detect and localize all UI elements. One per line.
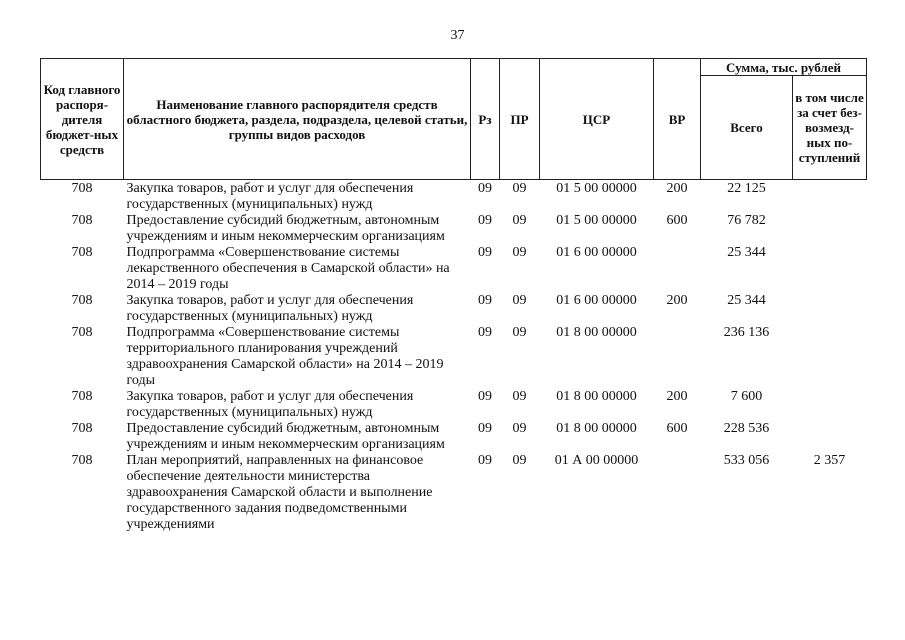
cell-rz: 09	[478, 389, 492, 404]
cell-code: 708	[71, 421, 93, 436]
table-header	[41, 59, 867, 180]
cell-pr: 09	[512, 293, 527, 308]
cell-free: 2 357	[813, 453, 846, 468]
cell-pr: 09	[512, 453, 527, 468]
cell-csr: 01 8 00 00000	[556, 421, 637, 436]
cell-total: 25 344	[727, 245, 766, 260]
cell-rz: 09	[478, 325, 492, 340]
cell-rz: 09	[478, 293, 492, 308]
cell-rz: 09	[478, 453, 492, 468]
cell-vr	[654, 325, 701, 389]
cell-rz: 09	[478, 245, 492, 260]
cell-code: 708	[71, 453, 93, 468]
cell-total: 236 136	[723, 325, 770, 340]
cell-pr: 09	[512, 213, 527, 228]
cell-name: Подпрограмма «Совершенствование системы территориального планирования учреждений здравоохранения Самарской области» на 2014 – 2019 годы	[126, 325, 444, 388]
header-code: Код главного распоря-дителя бюджет-ных средств	[41, 59, 124, 180]
cell-name: Закупка товаров, работ и услуг для обеспечения государственных (муниципальных) нужд	[126, 389, 414, 420]
cell-name: План мероприятий, направленных на финансовое обеспечение деятельности министерства здравоохранения Самарской области и выполнение государственного задания подведомственными учреждениями	[126, 453, 433, 532]
table-row	[41, 293, 867, 325]
cell-vr	[654, 453, 701, 533]
cell-vr	[654, 245, 701, 293]
budget-table	[40, 58, 867, 533]
cell-csr: 01 8 00 00000	[556, 389, 637, 404]
cell-free	[793, 325, 867, 389]
header-vr: ВР	[654, 59, 701, 180]
cell-pr: 09	[512, 325, 527, 340]
cell-total: 533 056	[723, 453, 770, 468]
cell-pr: 09	[512, 389, 527, 404]
cell-pr: 09	[512, 181, 527, 196]
table-row	[41, 245, 867, 293]
cell-vr: 200	[666, 293, 688, 308]
cell-pr: 09	[512, 245, 527, 260]
cell-csr: 01 6 00 00000	[556, 245, 637, 260]
cell-total: 76 782	[727, 213, 766, 228]
header-free: в том числе за счет без-возмезд-ных по-ступлений	[793, 76, 867, 180]
cell-csr: 01 А 00 00000	[554, 453, 639, 468]
cell-name: Предоставление субсидий бюджетным, автономным учреждениям и иным некоммерческим организациям	[126, 421, 445, 452]
table-row	[41, 180, 867, 214]
cell-code: 708	[71, 181, 93, 196]
cell-name: Предоставление субсидий бюджетным, автономным учреждениям и иным некоммерческим организациям	[126, 213, 445, 244]
cell-free	[793, 421, 867, 453]
cell-csr: 01 8 00 00000	[556, 325, 637, 340]
cell-code: 708	[71, 293, 93, 308]
cell-free	[793, 213, 867, 245]
cell-code: 708	[71, 213, 93, 228]
cell-name: Закупка товаров, работ и услуг для обеспечения государственных (муниципальных) нужд	[126, 181, 414, 212]
cell-csr: 01 5 00 00000	[556, 213, 637, 228]
table-row	[41, 389, 867, 421]
page-number: 37	[450, 28, 465, 43]
cell-total: 22 125	[727, 181, 766, 196]
cell-code: 708	[71, 245, 93, 260]
cell-code: 708	[71, 325, 93, 340]
cell-vr: 600	[666, 213, 688, 228]
cell-name: Закупка товаров, работ и услуг для обеспечения государственных (муниципальных) нужд	[126, 293, 414, 324]
cell-pr: 09	[512, 421, 527, 436]
table-body	[41, 180, 867, 534]
header-csr: ЦСР	[540, 59, 654, 180]
cell-vr: 200	[666, 389, 688, 404]
table-row	[41, 421, 867, 453]
header-sum-group: Сумма, тыс. рублей	[701, 59, 867, 76]
cell-name: Подпрограмма «Совершенствование системы лекарственного обеспечения в Самарской области» на 2014 – 2019 годы	[126, 245, 450, 292]
header-total: Всего	[701, 76, 793, 180]
cell-free	[793, 245, 867, 293]
table-row	[41, 453, 867, 533]
cell-vr: 200	[666, 181, 688, 196]
cell-free	[793, 389, 867, 421]
cell-free	[793, 293, 867, 325]
header-rz: Рз	[471, 59, 500, 180]
cell-free	[793, 180, 867, 214]
cell-vr: 600	[666, 421, 688, 436]
header-pr: ПР	[500, 59, 540, 180]
table-row	[41, 213, 867, 245]
cell-rz: 09	[478, 181, 492, 196]
cell-rz: 09	[478, 421, 492, 436]
cell-code: 708	[71, 389, 93, 404]
cell-total: 228 536	[723, 421, 770, 436]
cell-total: 7 600	[730, 389, 763, 404]
cell-total: 25 344	[727, 293, 766, 308]
cell-rz: 09	[478, 213, 492, 228]
cell-csr: 01 5 00 00000	[556, 181, 637, 196]
header-name: Наименование главного распорядителя средств областного бюджета, раздела, подраздела, целевой статьи, группы видов расходов	[124, 59, 471, 180]
cell-csr: 01 6 00 00000	[556, 293, 637, 308]
table-row	[41, 325, 867, 389]
